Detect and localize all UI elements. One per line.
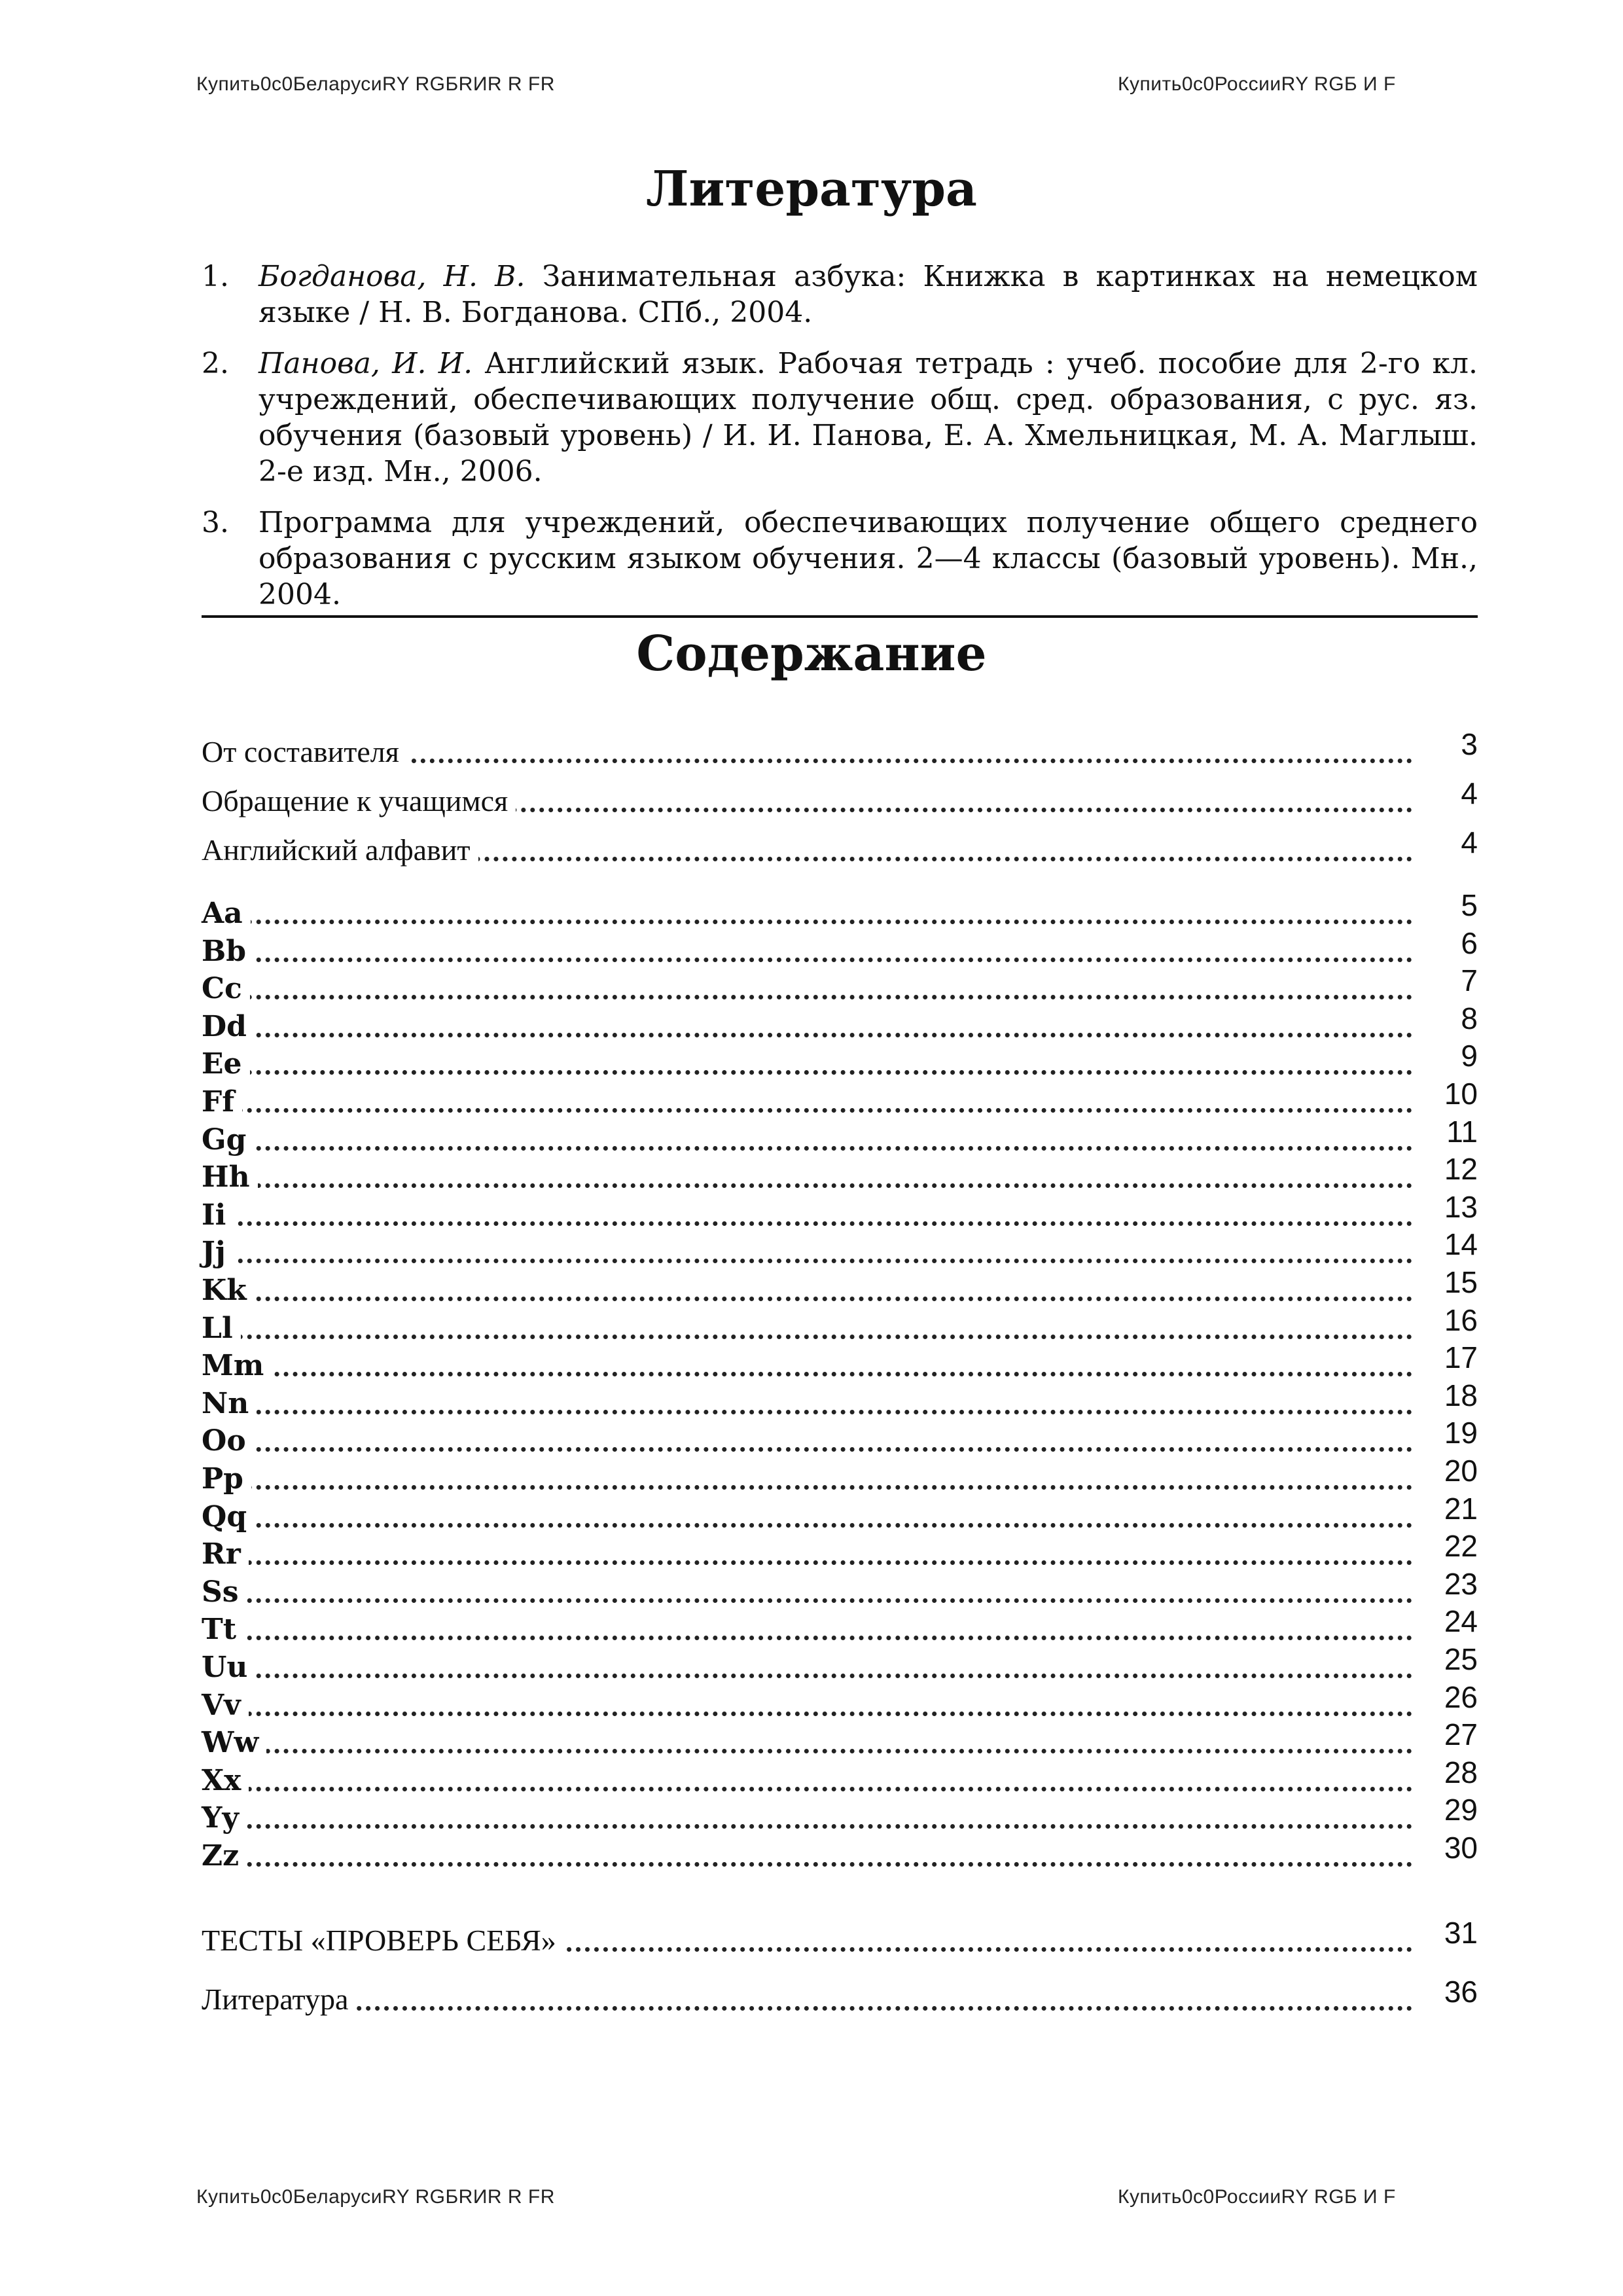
- toc-leader-dots: [202, 1146, 1412, 1151]
- toc-leader-dots: [202, 1108, 1412, 1113]
- toc-row: [202, 1680, 1478, 1722]
- toc-row: [202, 727, 1478, 768]
- toc-page-number: 19: [1444, 1416, 1478, 1450]
- toc-page-number: 13: [1444, 1190, 1478, 1224]
- toc-entry-label: Английский алфавит: [202, 835, 478, 865]
- toc-row: [202, 825, 1478, 867]
- toc-page-number: 23: [1444, 1567, 1478, 1601]
- toc-entry-label: Bb: [202, 937, 254, 966]
- toc-row: [202, 1916, 1478, 1957]
- toc-entry-label: Zz: [202, 1842, 247, 1871]
- toc-row: [202, 1492, 1478, 1534]
- toc-page-number: 31: [1444, 1916, 1478, 1950]
- reference-text: Английский язык. Рабочая тетрадь : учеб. пособие для 2-го кл. учреждений, обеспечивающих получение общ. сред. образования, с рус. яз. обучения (базовый уровень) / И. И. Панова, Е. А. Хмельницкая, М. А. Маглыш. 2-е изд. Мн., 2006.: [259, 347, 1478, 488]
- contents-title: Содержание: [636, 626, 987, 682]
- toc-page-number: 26: [1444, 1680, 1478, 1714]
- toc-page-number: 17: [1444, 1340, 1478, 1374]
- toc-row: [202, 1717, 1478, 1759]
- toc-page-number: 27: [1444, 1717, 1478, 1751]
- literature-title: Литература: [646, 161, 977, 217]
- toc-entry-label: Ll: [202, 1314, 241, 1343]
- section-divider: [202, 615, 1478, 618]
- reference-number: 1.: [202, 260, 229, 293]
- toc-leader-dots: [202, 1787, 1412, 1791]
- toc-page-number: 12: [1444, 1152, 1478, 1186]
- toc-page-number: 3: [1461, 727, 1478, 761]
- toc-entry-label: От составителя: [202, 737, 407, 767]
- toc-leader-dots: [202, 1297, 1412, 1301]
- toc-row: [202, 1567, 1478, 1609]
- toc-entry-label: Nn: [202, 1390, 257, 1418]
- toc-entry-label: Vv: [202, 1691, 249, 1720]
- toc-row: [202, 1001, 1478, 1043]
- toc-row: [202, 1227, 1478, 1269]
- toc-page-number: 21: [1444, 1492, 1478, 1526]
- toc-row: [202, 1340, 1478, 1382]
- toc-page-number: 29: [1444, 1793, 1478, 1827]
- running-footer-right: Купить0c0РоссииRY RGБ И F: [1118, 2186, 1396, 2208]
- toc-page-number: 15: [1444, 1265, 1478, 1299]
- toc-leader-dots: [202, 1749, 1412, 1753]
- running-header-right: Купить0c0РоссииRY RGБ И F: [1118, 73, 1396, 95]
- toc-leader-dots: [202, 1674, 1412, 1678]
- toc-page-number: 10: [1444, 1077, 1478, 1111]
- toc-row: [202, 963, 1478, 1005]
- toc-page-number: 24: [1444, 1604, 1478, 1638]
- toc-row: [202, 1454, 1478, 1496]
- toc-entry-label: Pp: [202, 1465, 251, 1494]
- toc-leader-dots: [202, 1221, 1412, 1226]
- toc-row: [202, 1378, 1478, 1420]
- toc-row: [202, 1416, 1478, 1458]
- toc-page-number: 30: [1444, 1831, 1478, 1865]
- toc-leader-dots: [202, 920, 1412, 924]
- toc-leader-dots: [202, 1447, 1412, 1452]
- running-header-left: Купить0c0БеларусиRY RGБRИR R FR: [196, 73, 555, 95]
- toc-row: [202, 1975, 1478, 2016]
- toc-entry-label: Hh: [202, 1163, 258, 1192]
- toc-leader-dots: [202, 1523, 1412, 1528]
- toc-page-number: 11: [1446, 1115, 1478, 1149]
- toc-entry-label: Ss: [202, 1578, 247, 1607]
- toc-entry-label: Ii: [202, 1201, 234, 1230]
- toc-page-number: 6: [1461, 926, 1478, 960]
- reference-item: [202, 259, 1478, 331]
- toc-leader-dots: [202, 1410, 1412, 1414]
- toc-row: [202, 1152, 1478, 1194]
- toc-entry-label: Aa: [202, 899, 251, 928]
- reference-list: [202, 259, 1478, 628]
- toc-entry-label: Kk: [202, 1276, 255, 1305]
- reference-number: 3.: [202, 506, 229, 539]
- toc-entry-label: Jj: [202, 1238, 234, 1267]
- reference-text: Программа для учреждений, обеспечивающих получение общего среднего образования с русским языком обучения. 2—4 классы (базовый уровень). Мн., 2004.: [259, 506, 1478, 611]
- toc-entry-label: Ee: [202, 1050, 250, 1079]
- toc-row: [202, 1604, 1478, 1646]
- toc-entry-label: Dd: [202, 1013, 255, 1041]
- toc-page-number: 4: [1461, 776, 1478, 810]
- toc-entry-label: Gg: [202, 1126, 254, 1155]
- toc-entry-label: Mm: [202, 1352, 272, 1380]
- toc-row: [202, 1115, 1478, 1157]
- toc-leader-dots: [202, 1824, 1412, 1829]
- toc-leader-dots: [202, 1636, 1412, 1640]
- toc-page-number: 20: [1444, 1454, 1478, 1488]
- toc-leader-dots: [202, 1598, 1412, 1603]
- toc-page-number: 8: [1461, 1001, 1478, 1035]
- toc-page-number: 14: [1444, 1227, 1478, 1261]
- toc-leader-dots: [202, 1033, 1412, 1037]
- toc-row: [202, 926, 1478, 968]
- reference-item: [202, 505, 1478, 613]
- toc-leader-dots: [202, 1560, 1412, 1565]
- toc-row: [202, 1529, 1478, 1571]
- toc-leader-dots: [202, 995, 1412, 999]
- toc-row: [202, 1303, 1478, 1345]
- toc-page-number: 4: [1461, 825, 1478, 859]
- toc-entry-label: Ww: [202, 1729, 266, 1757]
- toc-leader-dots: [202, 2006, 1412, 2011]
- reference-author: Богданова, Н. В.: [259, 260, 526, 293]
- toc-page-number: 25: [1444, 1642, 1478, 1676]
- toc-page-number: 7: [1461, 963, 1478, 997]
- toc-entry-label: Cc: [202, 975, 250, 1003]
- toc-leader-dots: [202, 1070, 1412, 1075]
- toc-page-number: 5: [1461, 888, 1478, 922]
- toc-row: [202, 888, 1478, 930]
- toc-page-number: 16: [1444, 1303, 1478, 1337]
- running-footer-left: Купить0c0БеларусиRY RGБRИR R FR: [196, 2186, 555, 2208]
- reference-item: [202, 346, 1478, 490]
- toc-page-number: 18: [1444, 1378, 1478, 1412]
- toc-page-number: 36: [1444, 1975, 1478, 2009]
- toc-entry-label: Литература: [202, 1984, 356, 2015]
- toc-row: [202, 1831, 1478, 1873]
- toc-leader-dots: [202, 1372, 1412, 1376]
- toc-entry-label: Oo: [202, 1427, 254, 1456]
- toc-entry-label: Yy: [202, 1804, 247, 1833]
- reference-number: 2.: [202, 347, 229, 380]
- toc-row: [202, 1265, 1478, 1307]
- toc-entry-label: Tt: [202, 1615, 244, 1644]
- toc-row: [202, 776, 1478, 817]
- toc-row: [202, 1190, 1478, 1232]
- toc-entry-label: Обращение к учащимся: [202, 786, 516, 816]
- toc-entry-label: Xx: [202, 1767, 249, 1795]
- toc-entry-label: Uu: [202, 1653, 255, 1682]
- toc-entry-label: ТЕСТЫ «ПРОВЕРЬ СЕБЯ»: [202, 1926, 564, 1956]
- toc-row: [202, 1039, 1478, 1081]
- toc-row: [202, 1793, 1478, 1835]
- toc-leader-dots: [202, 1485, 1412, 1490]
- reference-text: Занимательная азбука: Книжка в картинках на немецком языке / Н. В. Богданова. СПб., 2004.: [259, 260, 1478, 329]
- toc-leader-dots: [202, 1712, 1412, 1716]
- toc-page-number: 22: [1444, 1529, 1478, 1563]
- toc-entry-label: Qq: [202, 1503, 255, 1532]
- reference-author: Панова, И. И.: [259, 347, 473, 380]
- toc-entry-label: Ff: [202, 1088, 242, 1117]
- toc-row: [202, 1642, 1478, 1684]
- toc-row: [202, 1755, 1478, 1797]
- toc-entry-label: Rr: [202, 1540, 249, 1569]
- toc-leader-dots: [202, 1335, 1412, 1339]
- toc-row: [202, 1077, 1478, 1119]
- toc-leader-dots: [202, 958, 1412, 962]
- toc-leader-dots: [202, 1183, 1412, 1188]
- toc-page-number: 28: [1444, 1755, 1478, 1789]
- toc-page-number: 9: [1461, 1039, 1478, 1073]
- toc-leader-dots: [202, 1259, 1412, 1263]
- toc-leader-dots: [202, 1862, 1412, 1867]
